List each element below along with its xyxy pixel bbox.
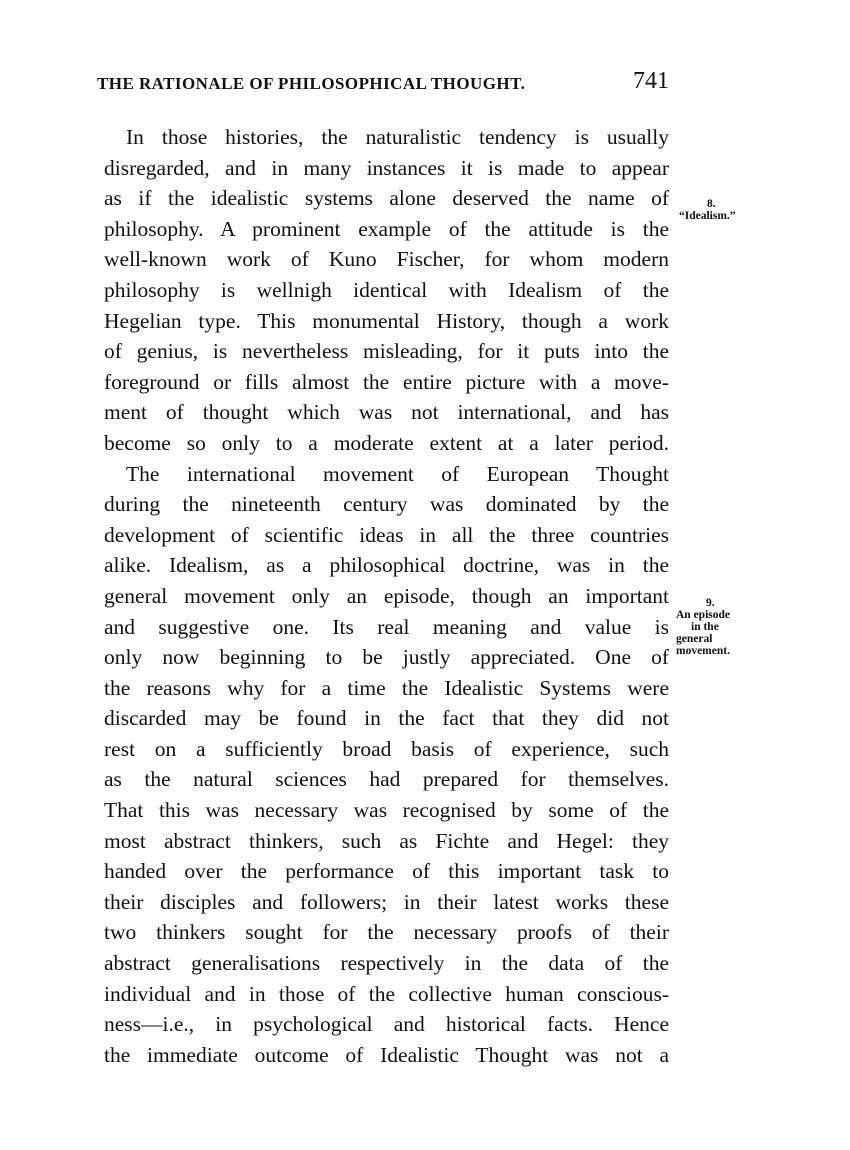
running-head (97, 66, 669, 100)
margin-note-number: 9. (706, 597, 715, 609)
text-line: their disciples and followers; in their latest works these (104, 889, 669, 914)
text-line: during the nineteenth century was dominated by the (104, 492, 669, 517)
text-line: two thinkers sought for the necessary proofs of their (104, 920, 669, 945)
margin-note-label: in the (691, 621, 719, 633)
text-line: the immediate outcome of Idealistic Thought was not a (104, 1042, 669, 1067)
body-text (104, 122, 669, 1070)
text-line: and suggestive one. Its real meaning and value is (104, 614, 669, 639)
text-line: handed over the performance of this important task to (104, 859, 669, 884)
text-line: individual and in those of the collective human conscious- (104, 981, 669, 1006)
margin-note-number: 8. (707, 198, 716, 210)
text-line: as if the idealistic systems alone deserved the name of (104, 186, 669, 211)
text-line: philosophy is wellnigh identical with Idealism of the (104, 277, 669, 302)
text-line: ness—i.e., in psychological and historical facts. Hence (104, 1012, 669, 1037)
margin-note-9 (676, 597, 730, 657)
text-line: abstract generalisations respectively in the data of the (104, 951, 669, 976)
margin-note-label: general (676, 633, 713, 645)
text-line: development of scientific ideas in all the three countries (104, 522, 669, 547)
running-title: THE RATIONALE OF PHILOSOPHICAL THOUGHT. (97, 74, 526, 93)
text-line: only now beginning to be justly appreciated. One of (104, 645, 669, 670)
margin-note-label: An episode (676, 609, 730, 621)
text-line: the reasons why for a time the Idealistic Systems were (104, 675, 669, 700)
text-line: In those histories, the naturalistic tendency is usually (126, 125, 669, 149)
text-line: The international movement of European Thought (126, 461, 669, 486)
text-line: Hegelian type. This monumental History, though a work (104, 308, 669, 333)
text-line: become so only to a moderate extent at a later period. (104, 430, 669, 455)
text-line: as the natural sciences had prepared for themselves. (104, 767, 669, 792)
text-line: discarded may be found in the fact that they did not (104, 706, 669, 731)
text-line: ment of thought which was not international, and has (104, 400, 669, 425)
margin-note-8 (679, 198, 736, 222)
paragraph-2 (104, 459, 669, 1071)
text-line: foreground or fills almost the entire picture with a move- (104, 369, 669, 394)
text-line: That this was necessary was recognised by some of the (104, 798, 669, 823)
text-line: most abstract thinkers, such as Fichte and Hegel: they (104, 828, 669, 853)
paragraph-1 (104, 122, 669, 459)
text-line: rest on a sufficiently broad basis of experience, such (104, 736, 669, 761)
text-line: well-known work of Kuno Fischer, for whom modern (104, 247, 669, 272)
page-number: 741 (633, 68, 669, 94)
text-line: disregarded, and in many instances it is made to appear (104, 155, 669, 180)
text-line: philosophy. A prominent example of the attitude is the (104, 216, 669, 241)
margin-note-label: “Idealism.” (679, 210, 736, 222)
text-line: of genius, is nevertheless misleading, for it puts into the (104, 339, 669, 364)
text-line: alike. Idealism, as a philosophical doctrine, was in the (104, 553, 669, 578)
margin-note-label: movement. (676, 645, 730, 657)
text-line: general movement only an episode, though an important (104, 583, 669, 608)
